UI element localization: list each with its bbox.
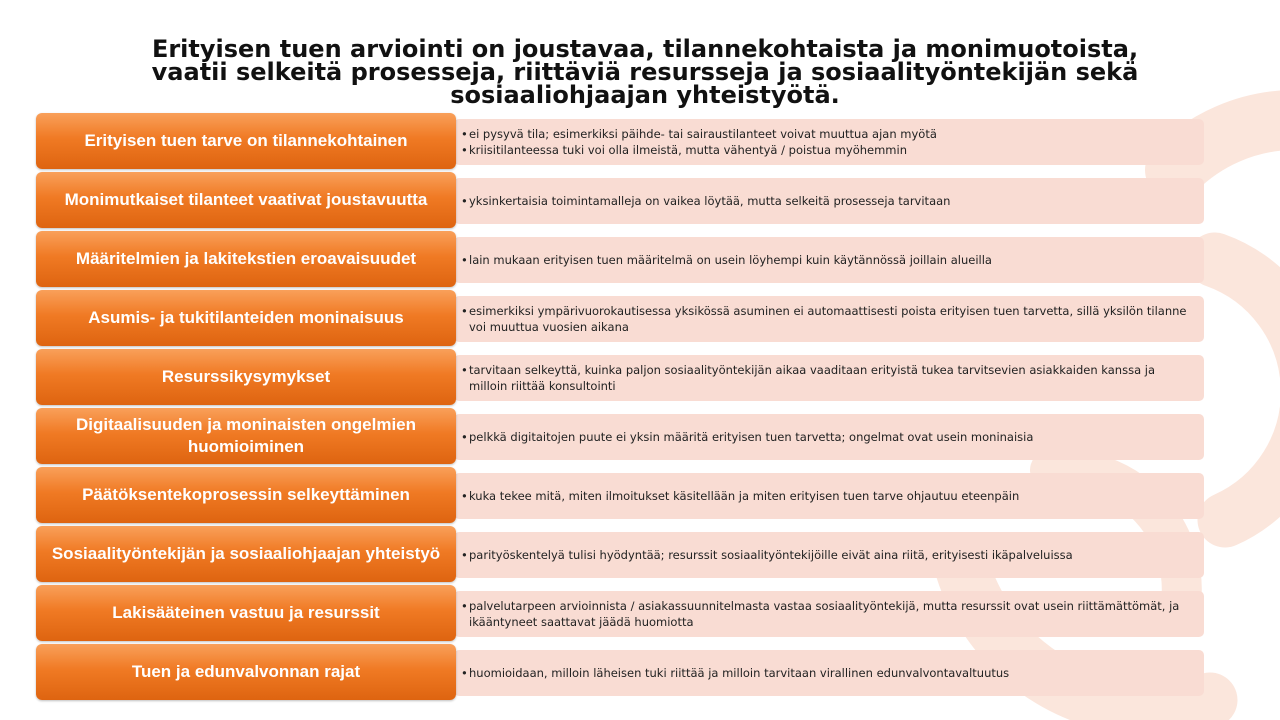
topic-label: Digitaalisuuden ja moninaisten ongelmien huomioiminen	[36, 408, 456, 464]
topic-label: Määritelmien ja lakitekstien eroavaisuudet	[36, 231, 456, 287]
title-line: sosiaaliohjaajan yhteistyötä.	[450, 81, 840, 109]
bullet-text: • palvelutarpeen arvioinnista / asiakassuunnitelmasta vastaa sosiaalityöntekijä, mutta resurssit ovat usein riittämättömät, ja ikääntyneet saattavat jäädä huomiotta	[459, 598, 1194, 630]
topic-description	[454, 473, 1204, 519]
topic-row	[36, 231, 1204, 290]
topic-row	[36, 644, 1204, 703]
topic-description	[454, 237, 1204, 283]
topic-description	[454, 355, 1204, 401]
bullet-text: • pelkkä digitaitojen puute ei yksin määritä erityisen tuen tarvetta; ongelmat ovat usein moninaisia	[459, 429, 1194, 445]
bullet-text: • esimerkiksi ympärivuorokautisessa yksikössä asuminen ei automaattisesti poista erityisen tuen tarvetta, sillä yksilön tilanne voi muuttua vuosien aikana	[459, 303, 1194, 335]
bullet-text: • kuka tekee mitä, miten ilmoitukset käsitellään ja miten erityisen tuen tarve ohjautuu eteenpäin	[459, 488, 1194, 504]
topic-description	[454, 119, 1204, 165]
bullet-text: • lain mukaan erityisen tuen määritelmä on usein löyhempi kuin käytännössä joillain alueilla	[459, 252, 1194, 268]
topic-label: Resurssikysymykset	[36, 349, 456, 405]
topic-list	[36, 113, 1204, 703]
topic-row	[36, 526, 1204, 585]
title-line: Erityisen tuen arviointi on joustavaa, tilannekohtaista ja monimuotoista,	[151, 35, 1139, 63]
bullet-text: • kriisitilanteessa tuki voi olla ilmeistä, mutta vähentyä / poistua myöhemmin	[459, 142, 1194, 158]
topic-label: Tuen ja edunvalvonnan rajat	[36, 644, 456, 700]
bullet-text: • tarvitaan selkeyttä, kuinka paljon sosiaalityöntekijän aikaa vaaditaan erityistä tukea tarvitsevien asiakkaiden kanssa ja milloin riittää konsultointi	[459, 362, 1194, 394]
topic-label: Erityisen tuen tarve on tilannekohtainen	[36, 113, 456, 169]
topic-label: Päätöksentekoprosessin selkeyttäminen	[36, 467, 456, 523]
topic-label: Sosiaalityöntekijän ja sosiaaliohjaajan yhteistyö	[36, 526, 456, 582]
bullet-text: • parityöskentelyä tulisi hyödyntää; resurssit sosiaalityöntekijöille eivät aina riitä, erityisesti ikäpalveluissa	[459, 547, 1194, 563]
bullet-text: • ei pysyvä tila; esimerkiksi päihde- tai sairaustilanteet voivat muuttua ajan myötä	[459, 126, 1194, 142]
bullet-text: • yksinkertaisia toimintamalleja on vaikea löytää, mutta selkeitä prosesseja tarvitaan	[459, 193, 1194, 209]
title-line: vaatii selkeitä prosesseja, riittäviä resursseja ja sosiaalityöntekijän sekä	[151, 58, 1139, 86]
topic-row	[36, 113, 1204, 172]
bullet-text: • huomioidaan, milloin läheisen tuki riittää ja milloin tarvitaan virallinen edunvalvontavaltuutus	[459, 665, 1194, 681]
topic-row	[36, 408, 1204, 467]
topic-row	[36, 467, 1204, 526]
topic-description	[454, 296, 1204, 342]
topic-description	[454, 591, 1204, 637]
topic-description	[454, 650, 1204, 696]
topic-label: Lakisääteinen vastuu ja resurssit	[36, 585, 456, 641]
slide-title	[100, 35, 1190, 109]
topic-row	[36, 349, 1204, 408]
topic-label: Monimutkaiset tilanteet vaativat joustavuutta	[36, 172, 456, 228]
topic-label: Asumis- ja tukitilanteiden moninaisuus	[36, 290, 456, 346]
topic-description	[454, 414, 1204, 460]
topic-description	[454, 532, 1204, 578]
decor-arc-right	[1215, 260, 1280, 520]
topic-description	[454, 178, 1204, 224]
topic-row	[36, 172, 1204, 231]
topic-row	[36, 585, 1204, 644]
topic-row	[36, 290, 1204, 349]
